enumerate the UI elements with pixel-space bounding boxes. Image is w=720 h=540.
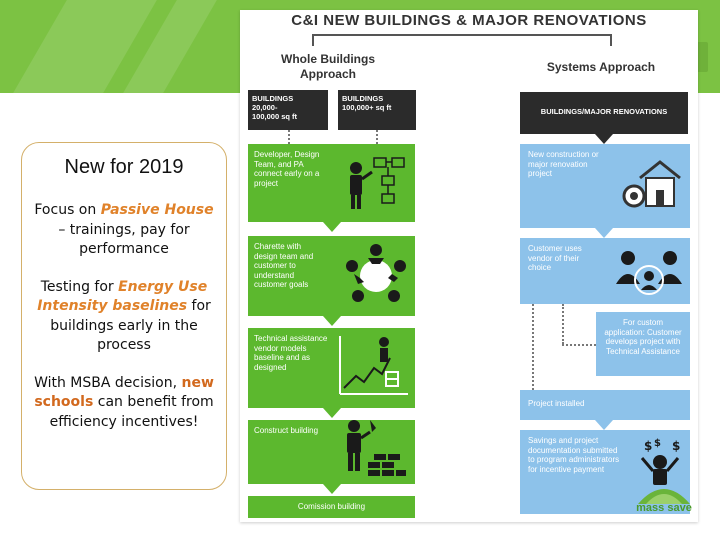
systems-approach-label: Systems Approach	[546, 60, 656, 74]
house-gear-icon	[618, 156, 682, 212]
text: Focus on	[34, 202, 101, 218]
green-arrow	[323, 222, 341, 232]
green-step-2-text: Charette with design team and customer to understand customer goals	[254, 242, 314, 289]
blue-step-3-text: For custom application: Customer develops project with Technical Assistance	[604, 318, 682, 356]
connector	[376, 130, 378, 144]
text: can benefit from efficiency incentives!	[49, 394, 214, 430]
blue-arrow	[595, 420, 613, 430]
svg-text:$: $	[654, 438, 661, 449]
growth-chart-icon	[334, 332, 410, 402]
box-line: 20,000-	[252, 103, 278, 112]
green-step-5	[248, 496, 415, 518]
highlight-new-schools: new schools	[34, 374, 214, 410]
construction-worker-icon	[336, 410, 408, 480]
flowchart-person-icon	[342, 152, 408, 212]
blue-step-5-text: Savings and project documentation submitted to program administrators for incentive payment	[528, 436, 620, 474]
green-arrow	[323, 316, 341, 326]
customer-vendor-icon	[614, 244, 684, 300]
infographic-title: C&I NEW BUILDINGS & MAJOR RENOVATIONS	[291, 12, 647, 29]
label-line: Approach	[299, 67, 356, 81]
connector	[288, 130, 290, 144]
title-bracket	[312, 34, 612, 46]
text: for buildings early in the process	[50, 298, 211, 353]
connector	[562, 344, 596, 346]
box-line: BUILDINGS	[252, 94, 294, 103]
green-step-4-text: Construct building	[254, 426, 319, 435]
team-meeting-icon	[342, 242, 410, 310]
new-for-2019-callout	[21, 142, 227, 490]
callout-eui-testing	[32, 278, 216, 356]
text: Testing for	[40, 278, 119, 295]
green-step-3-text: Technical assistance vendor models baseline and as designed	[254, 334, 328, 372]
buildings-large-box	[338, 90, 416, 130]
buildings-small-box	[248, 90, 328, 130]
box-line: BUILDINGS	[342, 94, 384, 103]
blue-step-4-text: Project installed	[528, 399, 585, 408]
box-line: 100,000+ sq ft	[342, 103, 392, 112]
text: – trainings, pay for performance	[58, 221, 190, 257]
blue-step-1-text: New construction or major renovation project	[528, 150, 599, 178]
mass-save-logo-text: mass save	[636, 502, 692, 514]
blue-arrow	[595, 228, 613, 238]
highlight-passive-house: Passive House	[100, 202, 214, 218]
green-step-1-text: Developer, Design Team, and PA connect early on a project	[254, 150, 320, 188]
dark-box-arrow	[595, 134, 613, 144]
svg-text:$: $	[672, 439, 681, 453]
highlight-eui: Energy Use Intensity baselines	[37, 278, 208, 314]
major-renovations-box: BUILDINGS/MAJOR RENOVATIONS	[520, 92, 688, 134]
text: With MSBA decision,	[34, 374, 182, 391]
whole-buildings-label	[268, 52, 388, 82]
label-line: Whole Buildings	[281, 52, 375, 66]
program-infographic	[240, 10, 698, 522]
callout-schools	[32, 374, 216, 433]
svg-text:$: $	[644, 439, 653, 453]
connector	[562, 304, 564, 344]
blue-step-2-text: Customer uses vendor of their choice	[528, 244, 582, 272]
mass-save-logo-icon	[632, 480, 696, 504]
mass-save-logo	[632, 480, 696, 514]
callout-passive-house	[32, 201, 216, 260]
blue-step-3	[596, 312, 690, 376]
green-step-5-text: Comission building	[297, 502, 366, 511]
connector	[532, 304, 534, 390]
blue-step-4	[520, 390, 690, 420]
box-line: 100,000 sq ft	[252, 112, 298, 121]
callout-heading: New for 2019	[64, 156, 184, 178]
green-arrow	[323, 484, 341, 494]
